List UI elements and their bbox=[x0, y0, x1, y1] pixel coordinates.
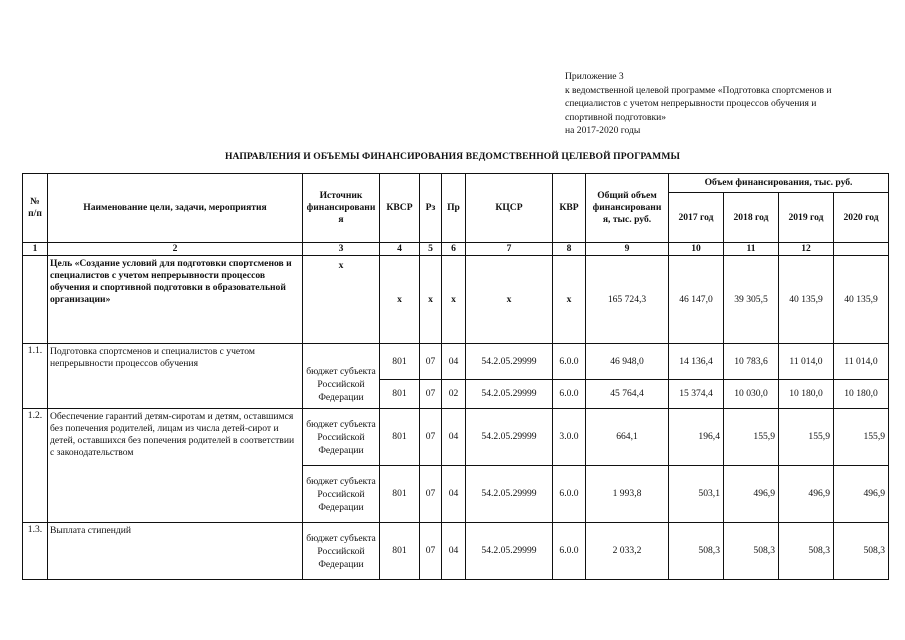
cell-total: 664,1 bbox=[586, 409, 669, 466]
cell-kvsr: 801 bbox=[380, 344, 420, 380]
colnum: 2 bbox=[48, 243, 303, 256]
cell-kvr: 3.0.0 bbox=[553, 409, 586, 466]
cell-rz: 07 bbox=[420, 523, 442, 580]
colnum: 10 bbox=[669, 243, 724, 256]
header-name: Наименование цели, задачи, мероприятия bbox=[48, 174, 303, 243]
task-name: Выплата стипендий bbox=[48, 523, 303, 580]
cell-kvr: 6.0.0 bbox=[553, 466, 586, 523]
financing-table bbox=[22, 173, 889, 580]
task-num: 1.3. bbox=[23, 523, 48, 580]
colnum: 5 bbox=[420, 243, 442, 256]
goal-pr: x bbox=[442, 256, 466, 344]
header-kvr: КВР bbox=[553, 174, 586, 243]
cell-total: 2 033,2 bbox=[586, 523, 669, 580]
cell-2018: 155,9 bbox=[724, 409, 779, 466]
cell-kvsr: 801 bbox=[380, 466, 420, 523]
goal-kvr: x bbox=[553, 256, 586, 344]
cell-2020: 11 014,0 bbox=[834, 344, 889, 380]
goal-2020: 40 135,9 bbox=[834, 256, 889, 344]
goal-total: 165 724,3 bbox=[586, 256, 669, 344]
task-num: 1.1. bbox=[23, 344, 48, 409]
cell-2019: 508,3 bbox=[779, 523, 834, 580]
goal-row bbox=[23, 256, 889, 344]
cell-kvr: 6.0.0 bbox=[553, 344, 586, 380]
cell-total: 46 948,0 bbox=[586, 344, 669, 380]
goal-name: Цель «Создание условий для подготовки спортсменов и специалистов с учетом непрерывности процессов обучения и спортивной подготовки в образовательной организации» bbox=[48, 256, 303, 344]
goal-num bbox=[23, 256, 48, 344]
cell-pr: 04 bbox=[442, 409, 466, 466]
cell-rz: 07 bbox=[420, 344, 442, 380]
table-row bbox=[23, 523, 889, 580]
cell-kcsr: 54.2.05.29999 bbox=[466, 523, 553, 580]
header-source: Источник финансировани я bbox=[303, 174, 380, 243]
header-rz: Рз bbox=[420, 174, 442, 243]
appendix-note bbox=[565, 70, 895, 138]
cell-kcsr: 54.2.05.29999 bbox=[466, 409, 553, 466]
cell-2020: 10 180,0 bbox=[834, 380, 889, 409]
cell-source: бюджет субъекта Российской Федерации bbox=[303, 409, 380, 466]
appendix-line: на 2017-2020 годы bbox=[565, 125, 641, 137]
header-2018: 2018 год bbox=[724, 193, 779, 243]
cell-2018: 10 030,0 bbox=[724, 380, 779, 409]
cell-kvsr: 801 bbox=[380, 409, 420, 466]
colnum: 11 bbox=[724, 243, 779, 256]
cell-2018: 10 783,6 bbox=[724, 344, 779, 380]
cell-kvsr: 801 bbox=[380, 523, 420, 580]
cell-kcsr: 54.2.05.29999 bbox=[466, 466, 553, 523]
colnum: 8 bbox=[553, 243, 586, 256]
colnum: 4 bbox=[380, 243, 420, 256]
appendix-line: к ведомственной целевой программе «Подготовка спортсменов и bbox=[565, 84, 832, 96]
goal-kcsr: x bbox=[466, 256, 553, 344]
task-name: Обеспечение гарантий детям-сиротам и детям, оставшимся без попечения родителей, лицам из числа детей-сирот и детей, оставшихся без попечения родителей в соответствии с законодательством bbox=[48, 409, 303, 523]
goal-kvsr: x bbox=[380, 256, 420, 344]
goal-source: x bbox=[303, 256, 380, 344]
header-2019: 2019 год bbox=[779, 193, 834, 243]
cell-2018: 508,3 bbox=[724, 523, 779, 580]
goal-rz: x bbox=[420, 256, 442, 344]
cell-2019: 496,9 bbox=[779, 466, 834, 523]
appendix-line: спортивной подготовки» bbox=[565, 111, 667, 123]
cell-kvsr: 801 bbox=[380, 380, 420, 409]
cell-2018: 496,9 bbox=[724, 466, 779, 523]
cell-kvr: 6.0.0 bbox=[553, 380, 586, 409]
header-total: Общий объем финансировани я, тыс. руб. bbox=[586, 174, 669, 243]
header-row bbox=[23, 174, 889, 193]
colnum: 3 bbox=[303, 243, 380, 256]
header-2020: 2020 год bbox=[834, 193, 889, 243]
cell-2020: 496,9 bbox=[834, 466, 889, 523]
colnum bbox=[834, 243, 889, 256]
task-source: бюджет субъекта Российской Федерации bbox=[303, 344, 380, 409]
cell-rz: 07 bbox=[420, 409, 442, 466]
document-title: НАПРАВЛЕНИЯ И ОБЪЕМЫ ФИНАНСИРОВАНИЯ ВЕДОМСТВЕННОЙ ЦЕЛЕВОЙ ПРОГРАММЫ bbox=[224, 151, 681, 162]
header-volume: Объем финансирования, тыс. руб. bbox=[669, 174, 889, 193]
cell-2020: 508,3 bbox=[834, 523, 889, 580]
table-row bbox=[23, 344, 889, 380]
cell-pr: 04 bbox=[442, 523, 466, 580]
cell-source: бюджет субъекта Российской Федерации bbox=[303, 523, 380, 580]
colnum: 12 bbox=[779, 243, 834, 256]
cell-pr: 04 bbox=[442, 344, 466, 380]
colnum: 6 bbox=[442, 243, 466, 256]
colnum: 1 bbox=[23, 243, 48, 256]
header-num: № п/п bbox=[23, 174, 48, 243]
table-row bbox=[23, 409, 889, 466]
goal-2019: 40 135,9 bbox=[779, 256, 834, 344]
cell-2017: 15 374,4 bbox=[669, 380, 724, 409]
cell-2017: 508,3 bbox=[669, 523, 724, 580]
cell-kvr: 6.0.0 bbox=[553, 523, 586, 580]
cell-kcsr: 54.2.05.29999 bbox=[466, 344, 553, 380]
header-pr: Пр bbox=[442, 174, 466, 243]
cell-source: бюджет субъекта Российской Федерации bbox=[303, 466, 380, 523]
colnum: 9 bbox=[586, 243, 669, 256]
cell-2019: 155,9 bbox=[779, 409, 834, 466]
column-numbers-row bbox=[23, 243, 889, 256]
cell-total: 1 993,8 bbox=[586, 466, 669, 523]
cell-pr: 04 bbox=[442, 466, 466, 523]
cell-2017: 14 136,4 bbox=[669, 344, 724, 380]
task-num: 1.2. bbox=[23, 409, 48, 523]
cell-2020: 155,9 bbox=[834, 409, 889, 466]
cell-rz: 07 bbox=[420, 466, 442, 523]
header-kcsr: КЦСР bbox=[466, 174, 553, 243]
cell-pr: 02 bbox=[442, 380, 466, 409]
header-2017: 2017 год bbox=[669, 193, 724, 243]
goal-2017: 46 147,0 bbox=[669, 256, 724, 344]
cell-2019: 10 180,0 bbox=[779, 380, 834, 409]
cell-2017: 503,1 bbox=[669, 466, 724, 523]
goal-2018: 39 305,5 bbox=[724, 256, 779, 344]
cell-2017: 196,4 bbox=[669, 409, 724, 466]
cell-rz: 07 bbox=[420, 380, 442, 409]
appendix-line: Приложение 3 bbox=[565, 71, 624, 82]
colnum: 7 bbox=[466, 243, 553, 256]
cell-kcsr: 54.2.05.29999 bbox=[466, 380, 553, 409]
cell-2019: 11 014,0 bbox=[779, 344, 834, 380]
task-name: Подготовка спортсменов и специалистов с учетом непрерывности процессов обучения bbox=[48, 344, 303, 409]
appendix-line: специалистов с учетом непрерывности процессов обучения и bbox=[565, 98, 817, 110]
cell-total: 45 764,4 bbox=[586, 380, 669, 409]
header-kvsr: КВСР bbox=[380, 174, 420, 243]
